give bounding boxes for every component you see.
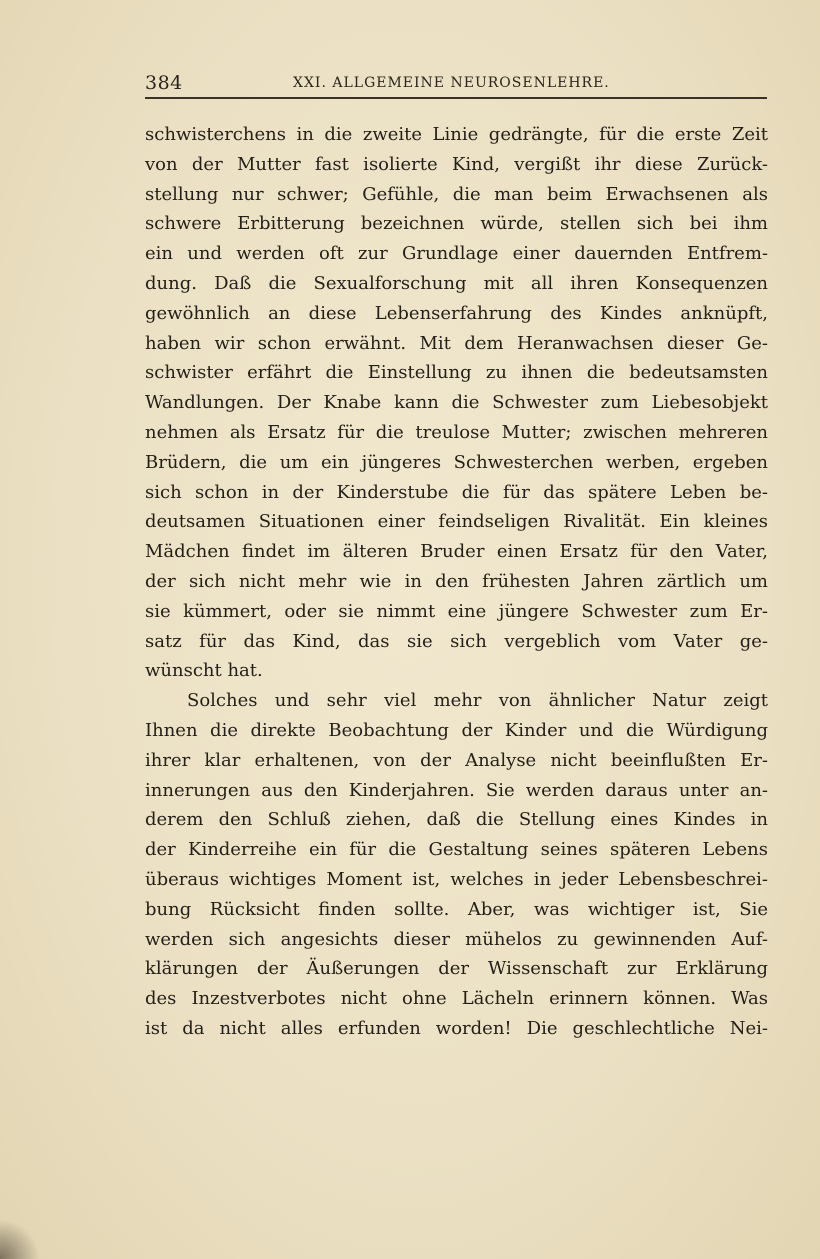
page-corner-shadow [0, 1219, 40, 1259]
text-line: Wandlungen. Der Knabe kann die Schwester zum Liebesobjekt [145, 392, 768, 414]
text-line: ein und werden oft zur Grundlage einer dauernden Entfrem- [145, 243, 768, 265]
text-line: bung Rücksicht finden sollte. Aber, was wichtiger ist, Sie [145, 898, 768, 920]
running-head: XXI. ALLGEMEINE NEUROSENLEHRE. [293, 75, 610, 91]
text-line: von der Mutter fast isolierte Kind, vergißt ihr diese Zurück- [145, 153, 768, 175]
text-line: sich schon in der Kinderstube die für das spätere Leben be- [145, 481, 768, 503]
text-line: Mädchen findet im älteren Bruder einen Ersatz für den Vater, [145, 541, 768, 563]
text-line: nehmen als Ersatz für die treulose Mutter; zwischen mehreren [145, 421, 768, 443]
text-line: satz für das Kind, das sie sich vergeblich vom Vater ge- [145, 630, 768, 652]
text-line: derem den Schluß ziehen, daß die Stellung eines Kindes in [145, 809, 768, 831]
text-line: stellung nur schwer; Gefühle, die man beim Erwachsenen als [145, 183, 768, 205]
text-line: gewöhnlich an diese Lebenserfahrung des Kindes anknüpft, [145, 302, 768, 324]
body-text [145, 120, 768, 1044]
text-line: ihrer klar erhaltenen, von der Analyse nicht beeinflußten Er- [145, 749, 768, 771]
paragraph-start-line: Solches und sehr viel mehr von ähnlicher Natur zeigt [187, 690, 768, 712]
text-line: der Kinderreihe ein für die Gestaltung seines späteren Lebens [145, 839, 768, 861]
text-line: ist da nicht alles erfunden worden! Die geschlechtliche Nei- [145, 1017, 768, 1039]
text-line: deutsamen Situationen einer feindseligen Rivalität. Ein kleines [145, 511, 768, 533]
text-line: dung. Daß die Sexualforschung mit all ihren Konsequenzen [145, 272, 768, 294]
text-line: klärungen der Äußerungen der Wissenschaft zur Erklärung [145, 958, 768, 980]
text-line: innerungen aus den Kinderjahren. Sie werden daraus unter an- [145, 779, 768, 801]
text-line: überaus wichtiges Moment ist, welches in jeder Lebensbeschrei- [145, 868, 768, 890]
page-number: 384 [145, 72, 183, 94]
text-line: schwister erfährt die Einstellung zu ihnen die bedeutsamsten [145, 362, 768, 384]
text-line: werden sich angesichts dieser mühelos zu gewinnenden Auf- [145, 928, 768, 950]
header-rule [145, 97, 767, 99]
text-line: sie kümmert, oder sie nimmt eine jüngere Schwester zum Er- [145, 600, 768, 622]
text-line: wünscht hat. [145, 660, 263, 682]
page-header [145, 72, 765, 96]
text-line: schwere Erbitterung bezeichnen würde, stellen sich bei ihm [145, 213, 768, 235]
text-line: der sich nicht mehr wie in den frühesten Jahren zärtlich um [145, 570, 768, 592]
text-line: Ihnen die direkte Beobachtung der Kinder und die Würdigung [145, 719, 768, 741]
text-line: Brüdern, die um ein jüngeres Schwesterchen werben, ergeben [145, 451, 768, 473]
text-line: des Inzestverbotes nicht ohne Lächeln erinnern können. Was [145, 988, 768, 1010]
text-line: haben wir schon erwähnt. Mit dem Heranwachsen dieser Ge- [145, 332, 768, 354]
text-line: schwisterchens in die zweite Linie gedrängte, für die erste Zeit [145, 124, 768, 145]
